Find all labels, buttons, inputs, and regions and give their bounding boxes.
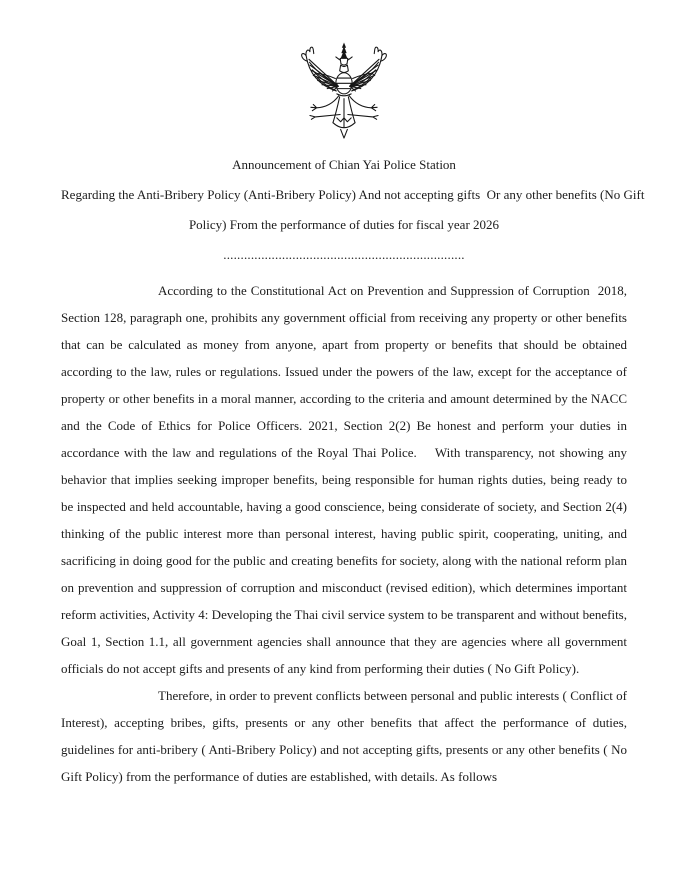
- garuda-emblem-icon: [296, 41, 392, 141]
- garuda-emblem: [0, 41, 688, 141]
- body-paragraph-2: Therefore, in order to prevent conflicts between personal and public interests ( Conflict of Interest), accepting bribes, gifts, presents or any other benefits that affect the performance of duties, guidelines for anti-bribery ( Anti-Bribery Policy) and not accepting gifts, presents or any other benefits ( No Gift Policy) from the performance of duties are established, with details. As follows: [61, 688, 631, 784]
- dotted-divider: ......................................................................: [223, 247, 465, 262]
- announcement-body: [61, 277, 631, 790]
- announcement-header: [61, 150, 645, 270]
- announcement-title-line1: Announcement of Chian Yai Police Station: [232, 157, 456, 172]
- body-paragraph-1: According to the Constitutional Act on Prevention and Suppression of Corruption 2018, Section 128, paragraph one, prohibits any government official from receiving any property or other benefits that can be calculated as money from anyone, apart from property or benefits that should be obtained according to the law, rules or regulations. Issued under the powers of the law, except for the acceptance of property or other benefits in a moral manner, according to the criteria and amount determined by the NACC and the Code of Ethics for Police Officers. 2021, Section 2(2) Be honest and perform your duties in accordance with the law and regulations of the Royal Thai Police. With transparency, not showing any behavior that implies seeking improper benefits, being responsible for human rights duties, being ready to be inspected and held accountable, having a good conscience, being considerate of society, and Section 2(4) thinking of the public interest more than personal interest, having public spirit, cooperating, uniting, and sacrificing in doing good for the public and creating benefits for society, along with the national reform plan on prevention and suppression of corruption and misconduct (revised edition), which determines important reform activities, Activity 4: Developing the Thai civil service system to be transparent and without benefits, Goal 1, Section 1.1, all government agencies shall announce that they are agencies where all government officials do not accept gifts and presents of any kind from performing their duties ( No Gift Policy).: [61, 283, 631, 676]
- announcement-title-line3: Policy) From the performance of duties for fiscal year 2026: [188, 217, 500, 232]
- announcement-title-line2: Regarding the Anti-Bribery Policy (Anti-Bribery Policy) And not accepting gifts Or any other benefits (No Gift: [61, 187, 645, 202]
